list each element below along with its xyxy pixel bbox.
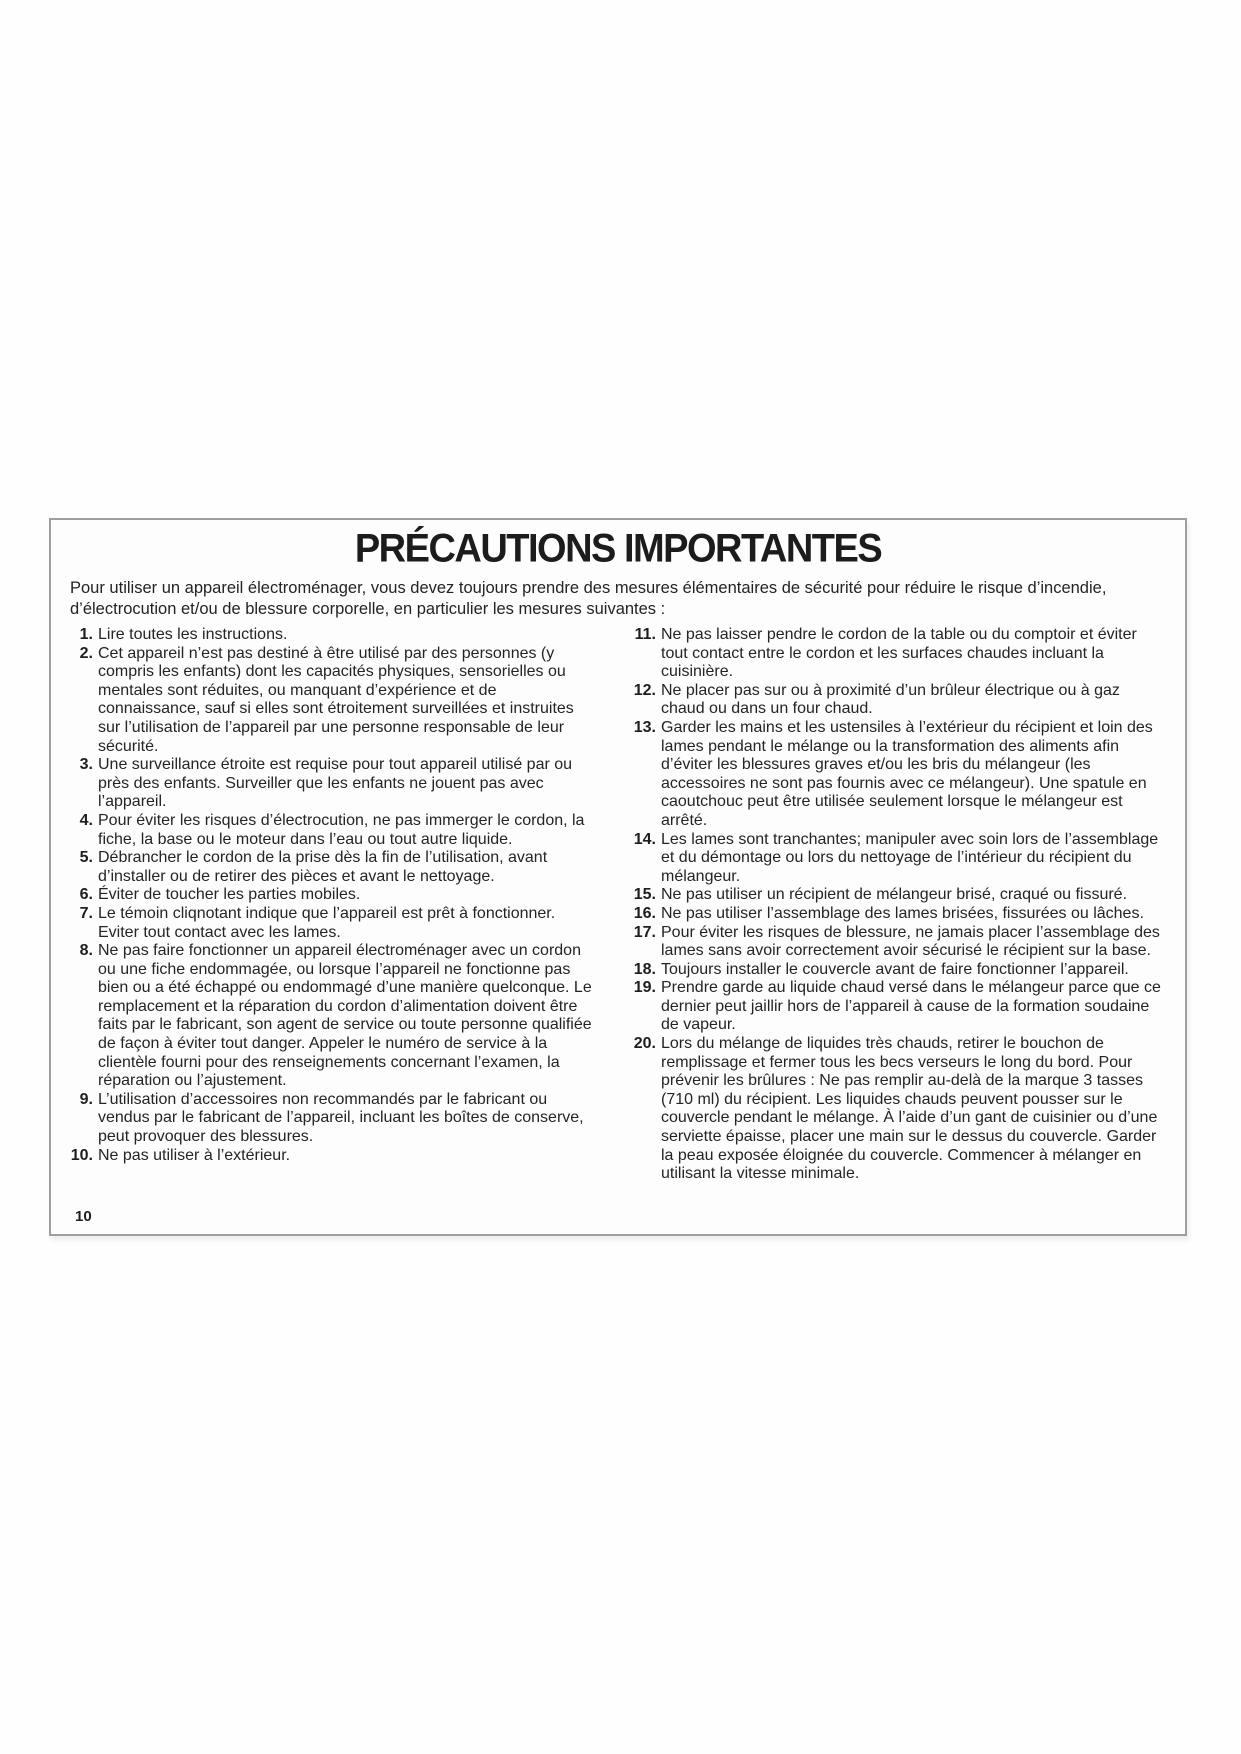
item-text: Ne pas faire fonctionner un appareil électroménager avec un cordon ou une fiche endommagée, ou lorsque l’appareil ne fonctionne pas bien ou a été échappé ou endommagé d’une manière quelconque. Le remplacement et la réparation du cordon d’alimentation doivent être faits par le fabricant, son agent de service ou toute personne qualifiée de façon à éviter tout danger. Appeler le numéro de service à la clientèle fourni pour des renseignements concernant l’examen, la réparation ou l’ajustement. [98, 942, 592, 1090]
item-number: 9. [79, 1090, 93, 1108]
item-number: 6. [79, 886, 93, 904]
item-number: 11. [634, 626, 656, 643]
list-item [633, 961, 1166, 980]
item-number: 1. [79, 626, 93, 643]
list-item [70, 756, 595, 812]
item-text: Débrancher le cordon de la prise dès la fin de l’utilisation, avant d’installer ou de retirer des pièces et avant le nettoyage. [98, 849, 548, 885]
item-text: Pour éviter les risques d’électrocution, ne pas immerger le cordon, la fiche, la base ou le moteur dans l’eau ou tout autre liquide. [98, 811, 585, 848]
item-number: 5. [79, 849, 93, 867]
item-number: 2. [79, 644, 93, 662]
precautions-box [49, 518, 1187, 1236]
item-text: Ne pas utiliser un récipient de mélangeur brisé, craqué ou fissuré. [661, 886, 1128, 904]
page-title: PRÉCAUTIONS IMPORTANTES [354, 527, 882, 571]
item-number: 20. [633, 1035, 656, 1053]
item-number: 16. [633, 904, 656, 922]
item-text: Ne pas laisser pendre le cordon de la table ou du comptoir et éviter tout contact entre le cordon et les surfaces chaudes incluant la cuisinière. [661, 626, 1137, 681]
right-column [633, 626, 1166, 1184]
left-column [70, 626, 595, 1184]
item-number: 15. [633, 886, 656, 904]
list-item [70, 905, 595, 942]
list-item [633, 905, 1166, 924]
item-number: 13. [633, 718, 656, 736]
list-item [633, 682, 1166, 719]
list-item [70, 886, 595, 905]
item-text: Lire toutes les instructions. [98, 626, 288, 643]
item-number: 7. [79, 904, 93, 922]
list-item [633, 979, 1166, 1035]
item-text: L’utilisation d’accessoires non recommandés par le fabricant ou vendus par le fabricant de l’appareil, incluant les boîtes de conserve, peut provoquer des blessures. [98, 1090, 584, 1146]
list-item [70, 1147, 595, 1166]
item-number: 8. [79, 942, 93, 960]
instruction-list [70, 626, 1166, 1184]
page-number: 10 [75, 1208, 92, 1225]
list-item [70, 942, 595, 1091]
item-text: Garder les mains et les ustensiles à l’extérieur du récipient et loin des lames pendant le mélange ou la transformation des aliments afin d’éviter les blessures graves et/ou les bris du mélangeur (les accessoires ne sont pas fournis avec ce mélangeur). Une spatule en caoutchouc peut être utilisée seulement lorsque le mélangeur est arrêté. [661, 718, 1153, 829]
list-item [70, 849, 595, 886]
item-text: Cet appareil n’est pas destiné à être utilisé par des personnes (y compris les enfants) dont les capacités physiques, sensorielles ou mentales sont réduites, ou manquant d’expérience et de connaissance, sauf si elles sont étroitement surveillées et instruites sur l’utilisation de l’appareil par une personne responsable de leur sécurité. [98, 644, 574, 755]
item-text: Prendre garde au liquide chaud versé dans le mélangeur parce que ce dernier peut jaillir hors de l’appareil à cause de la formation soudaine de vapeur. [661, 979, 1161, 1034]
item-number: 18. [633, 960, 656, 978]
item-text: Lors du mélange de liquides très chauds, retirer le bouchon de remplissage et fermer tous les becs verseurs le long du bord. Pour prévenir les brûlures : Ne pas remplir au-delà de la marque 3 tasses (710 ml) du récipient. Les liquides chauds peuvent pousser sur le couvercle pendant le mélange. À l’aide d’un gant de cuisinier ou d’une serviette épaisse, placer une main sur le dessus du couvercle. Garder la peau exposée éloignée du couvercle. Commencer à mélanger en utilisant la vitesse minimale. [661, 1035, 1158, 1183]
item-text: Ne pas utiliser à l’extérieur. [98, 1146, 291, 1164]
list-item [70, 1091, 595, 1147]
list-item [70, 626, 595, 645]
list-item [70, 645, 595, 757]
list-item [70, 812, 595, 849]
intro-paragraph: Pour utiliser un appareil électroménager, vous devez toujours prendre des mesures élémentaires de sécurité pour réduire le risque d’incendie, d’électrocution et/ou de blessure corporelle, en particulier les mesures suivantes : [70, 579, 1107, 618]
item-number: 10. [70, 1146, 93, 1164]
item-number: 14. [633, 830, 656, 848]
item-number: 12. [633, 681, 656, 699]
item-number: 3. [79, 756, 93, 774]
list-item [633, 886, 1166, 905]
item-text: Pour éviter les risques de blessure, ne jamais placer l’assemblage des lames sans avoir correctement avoir sécurisé le récipient sur la base. [661, 923, 1160, 960]
item-text: Le témoin cliqnotant indique que l’appareil est prêt à fonctionner. Eviter tout contact avec les lames. [98, 904, 556, 941]
list-item [633, 924, 1166, 961]
item-number: 19. [633, 979, 656, 997]
item-text: Les lames sont tranchantes; manipuler avec soin lors de l’assemblage et du démontage ou lors du nettoyage de l’intérieur du récipient du mélangeur. [661, 830, 1159, 885]
item-text: Toujours installer le couvercle avant de faire fonctionner l’appareil. [661, 960, 1129, 978]
list-item [633, 831, 1166, 887]
item-text: Éviter de toucher les parties mobiles. [98, 886, 361, 904]
item-number: 17. [633, 923, 656, 941]
item-number: 4. [79, 811, 93, 829]
list-item [633, 1035, 1166, 1184]
item-text: Ne placer pas sur ou à proximité d’un brûleur électrique ou à gaz chaud ou dans un four chaud. [661, 681, 1120, 718]
list-item [633, 626, 1166, 682]
item-text: Ne pas utiliser l’assemblage des lames brisées, fissurées ou lâches. [661, 904, 1144, 922]
item-text: Une surveillance étroite est requise pour tout appareil utilisé par ou près des enfants. Surveiller que les enfants ne jouent pas avec l’appareil. [98, 756, 573, 811]
list-item [633, 719, 1166, 831]
